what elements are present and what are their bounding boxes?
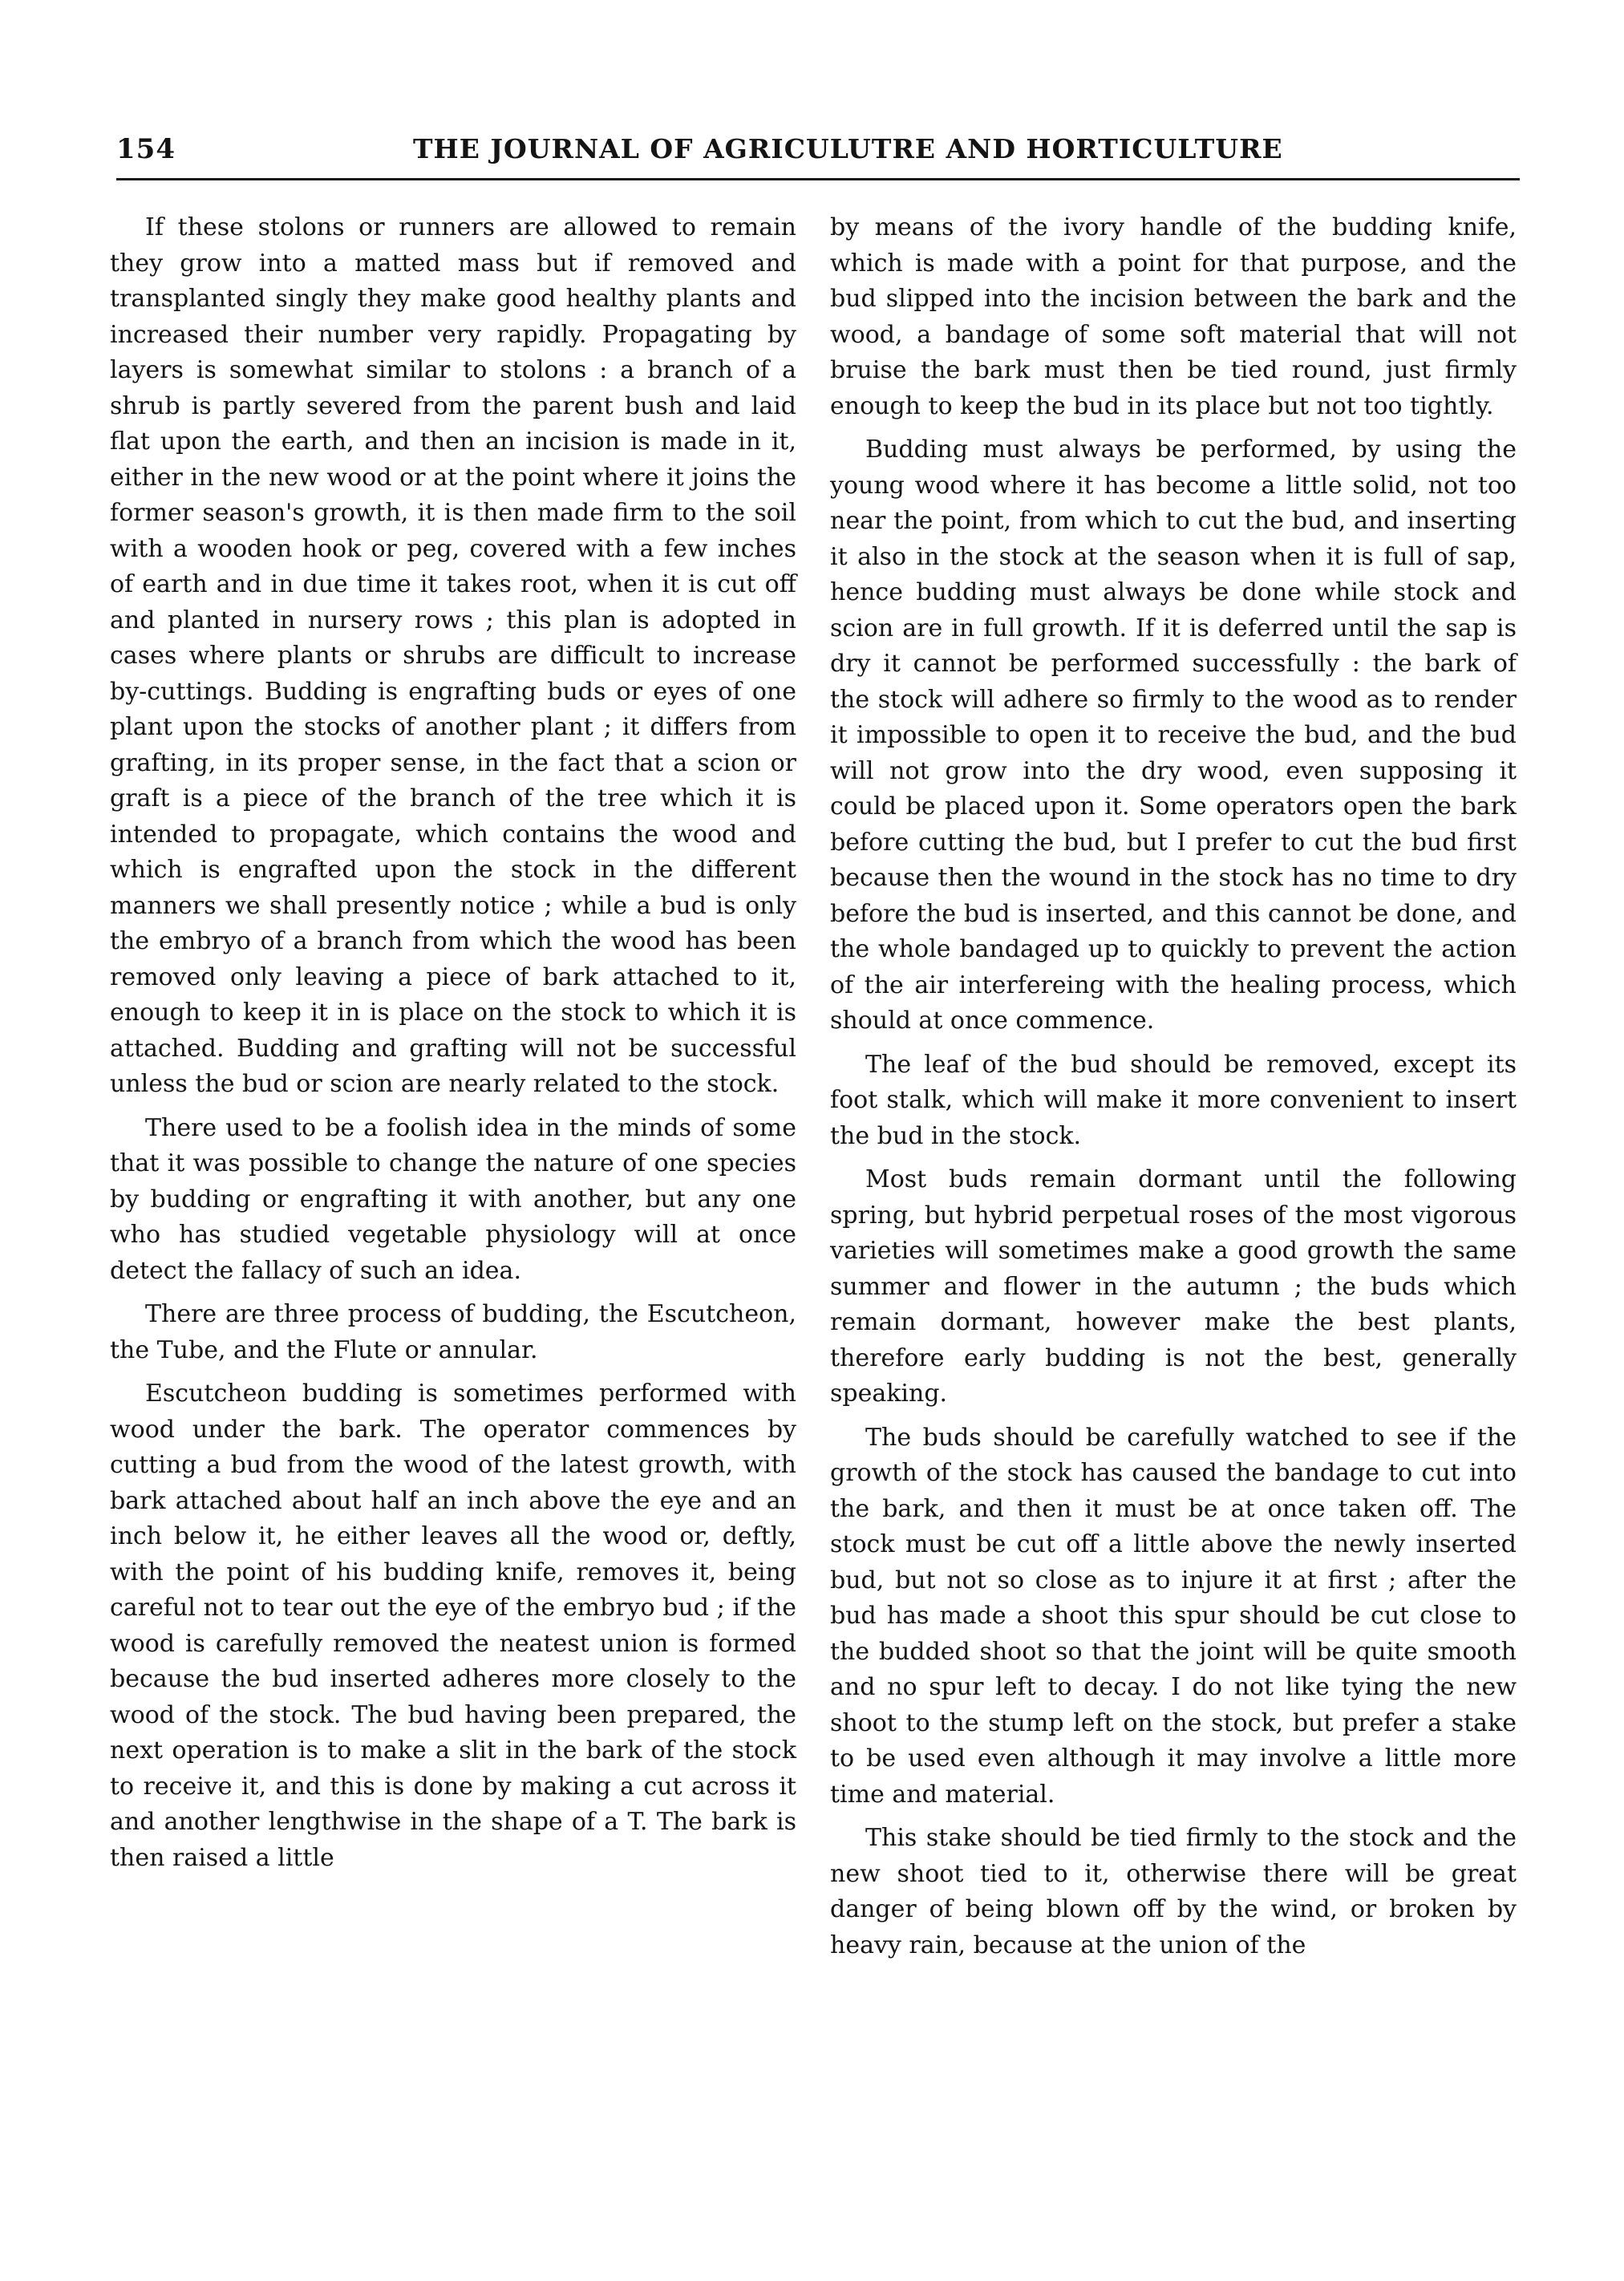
journal-title: THE JOURNAL OF AGRICULUTRE AND HORTICULTURE bbox=[413, 133, 1283, 164]
paragraph: This stake should be tied firmly to the stock and the new shoot tied to it, otherwise there will be great danger of being blown off by the wind, or broken by heavy rain, because at the union of the bbox=[830, 1824, 1517, 1959]
running-header bbox=[116, 119, 1516, 167]
paragraph: There used to be a foolish idea in the minds of some that it was possible to change the nature of one species by budding or engrafting it with another, but any one who has studied vegetable physiology will at once detect the fallacy of such an idea. bbox=[110, 1113, 796, 1285]
paragraph: Escutcheon budding is sometimes performed with wood under the bark. The operator commences by cutting a bud from the wood of the latest growth, with bark attached about half an inch above the eye and an inch below it, he either leaves all the wood or, deftly, with the point of his budding knife, removes it, being careful not to tear out the eye of the embryo bud ; if the wood is carefully removed the neatest union is formed because the bud inserted adheres more closely to the wood of the stock. The bud having been prepared, the next operation is to make a slit in the bark of the stock to receive it, and this is done by making a cut across it and another lengthwise in the shape of a T. The bark is then raised a little bbox=[110, 1380, 796, 1872]
paragraph: The buds should be carefully watched to see if the growth of the stock has caused the bandage to cut into the bark, and then it must be at once taken off. The stock must be cut off a little above the newly inserted bud, but not so close as to injure it at first ; after the bud has made a shoot this spur should be cut close to the budded shoot so that the joint will be quite smooth and no spur left to decay. I do not like tying the new shoot to the stump left on the stock, but prefer a stake to be used even although it may involve a little more time and material. bbox=[830, 1423, 1517, 1809]
paragraph: The leaf of the bud should be removed, except its foot stalk, which will make it more convenient to insert the bud in the stock. bbox=[830, 1050, 1517, 1150]
header-rule bbox=[116, 178, 1520, 180]
paragraph: Budding must always be performed, by using the young wood where it has become a little solid, not too near the point, from which to cut the bud, and inserting it also in the stock at the season when it is full of sap, hence budding must always be done while stock and scion are in full growth. If it is deferred until the sap is dry it cannot be performed successfully : the bark of the stock will adhere so firmly to the wood as to render it impossible to open it to receive the bud, and the bud will not grow into the dry wood, even supposing it could be placed upon it. Some operators open the bark before cutting the bud, but I prefer to cut the bud first because then the wound in the stock has no time to dry before the bud is inserted, and this cannot be done, and the whole bandaged up to quickly to prevent the action of the air interfereing with the healing process, which should at once commence. bbox=[830, 436, 1517, 1035]
left-column bbox=[110, 210, 796, 1884]
paragraph: There are three process of budding, the Escutcheon, the Tube, and the Flute or annular. bbox=[110, 1300, 796, 1364]
paragraph: Most buds remain dormant until the following spring, but hybrid perpetual roses of the most vigorous varieties will sometimes make a good growth the same summer and flower in the autumn ; the buds which remain dormant, however make the best plants, therefore early budding is not the best, generally speaking. bbox=[830, 1165, 1517, 1408]
page-number: 154 bbox=[116, 133, 176, 165]
right-column bbox=[830, 210, 1517, 1971]
paragraph-continued: by means of the ivory handle of the budding knife, which is made with a point for that purpose, and the bud slipped into the incision between the bark and the wood, a bandage of some soft material that will not bruise the bark must then be tied round, just firmly enough to keep the bud in its place but not too tightly. bbox=[830, 213, 1517, 420]
paragraph: If these stolons or runners are allowed to remain they grow into a matted mass but if removed and transplanted singly they make good healthy plants and increased their number very rapidly. Propagating by layers is somewhat similar to stolons : a branch of a shrub is partly severed from the parent bush and laid flat upon the earth, and then an incision is made in it, either in the new wood or at the point where it joins the former season's growth, it is then made firm to the soil with a wooden hook or peg, covered with a few inches of earth and in due time it takes root, when it is cut off and planted in nursery rows ; this plan is adopted in cases where plants or shrubs are difficult to increase by-cuttings. Budding is engrafting buds or eyes of one plant upon the stocks of another plant ; it differs from grafting, in its proper sense, in the fact that a scion or graft is a piece of the branch of the tree which it is intended to propagate, which contains the wood and which is engrafted upon the stock in the different manners we shall presently notice ; while a bud is only the embryo of a branch from which the wood has been removed only leaving a piece of bark attached to it, enough to keep it in is place on the stock to which it is attached. Budding and grafting will not be successful unless the bud or scion are nearly related to the stock. bbox=[110, 213, 796, 1098]
